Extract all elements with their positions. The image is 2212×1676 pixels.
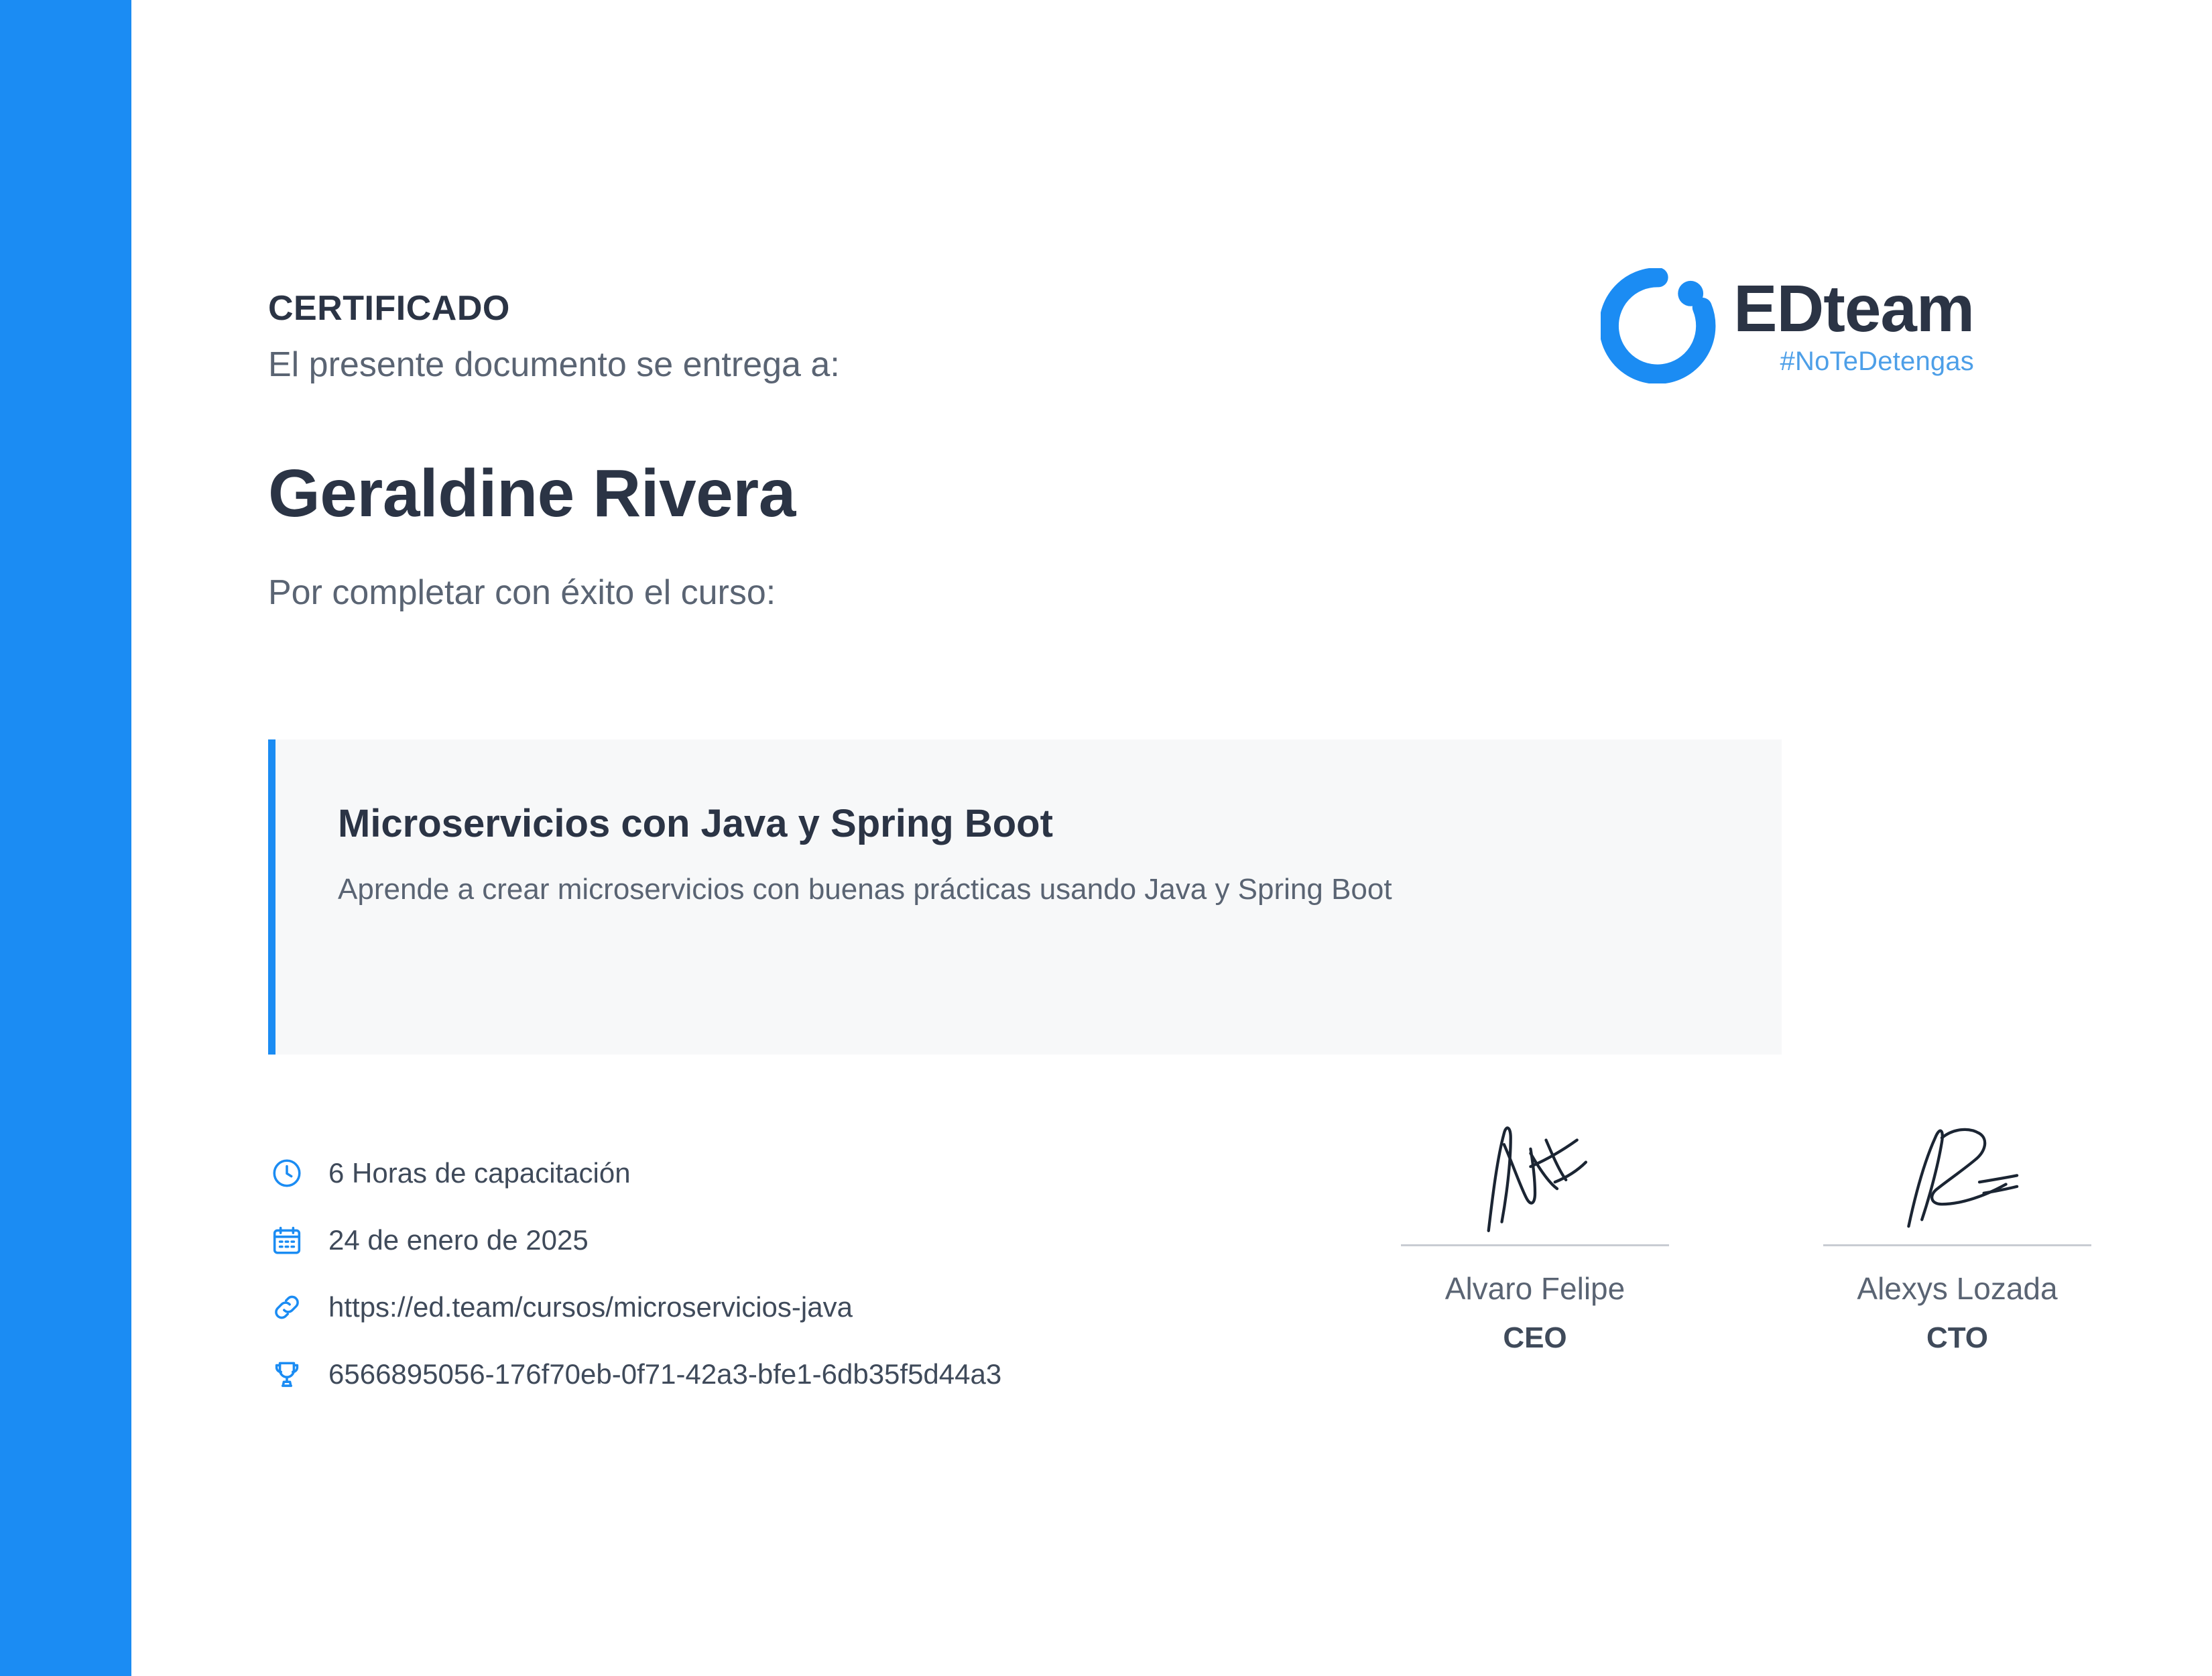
signature-block-ceo — [1401, 1106, 1669, 1355]
course-title: Microservicios con Java y Spring Boot — [338, 802, 1053, 845]
meta-row — [268, 1341, 1408, 1408]
certificate-content — [268, 0, 2091, 1676]
brand-wordmark — [1733, 272, 1974, 376]
meta-row — [268, 1207, 1408, 1274]
signatures-area — [1401, 1106, 2091, 1355]
signature-role: CTO — [1926, 1321, 1989, 1354]
certificate-meta-list — [268, 1140, 1408, 1408]
signature-alexys-icon — [1823, 1106, 2091, 1240]
certificate-subtitle: El presente documento se entrega a: — [268, 345, 840, 384]
ed-circle-logo-icon — [1601, 268, 1716, 383]
meta-row — [268, 1274, 1408, 1341]
course-box-inner — [275, 739, 1782, 957]
brand-tagline: #NoTeDetengas — [1780, 347, 1974, 376]
meta-date: 24 de enero de 2025 — [328, 1224, 589, 1256]
meta-row — [268, 1140, 1408, 1207]
course-intro-text: Por completar con éxito el curso: — [268, 573, 776, 612]
brand-name — [1733, 272, 1974, 345]
signature-name: Alexys Lozada — [1857, 1271, 2058, 1306]
signature-role: CEO — [1503, 1321, 1567, 1354]
left-accent-bar — [0, 0, 131, 1676]
certificate-label: CERTIFICADO — [268, 289, 510, 328]
calendar-icon — [268, 1221, 306, 1259]
recipient-name: Geraldine Rivera — [268, 456, 796, 531]
signature-line — [1401, 1244, 1669, 1246]
signature-block-cto — [1823, 1106, 2091, 1355]
meta-url[interactable]: https://ed.team/cursos/microservicios-java — [328, 1291, 853, 1323]
course-box — [268, 739, 1782, 1055]
signature-name: Alvaro Felipe — [1445, 1271, 1625, 1306]
signature-line — [1823, 1244, 2091, 1246]
trophy-icon — [268, 1356, 306, 1393]
course-description: Aprende a crear microservicios con buenas prácticas usando Java y Spring Boot — [338, 872, 1392, 906]
brand-logo — [1601, 268, 1974, 383]
signature-alvaro-icon — [1401, 1106, 1669, 1240]
link-icon — [268, 1289, 306, 1326]
brand-name-team: team — [1823, 272, 1974, 345]
brand-name-ed: ED — [1733, 272, 1824, 345]
meta-duration: 6 Horas de capacitación — [328, 1157, 631, 1189]
meta-certificate-id: 6566895056-176f70eb-0f71-42a3-bfe1-6db35f5d44a3 — [328, 1358, 1002, 1390]
clock-icon — [268, 1154, 306, 1192]
